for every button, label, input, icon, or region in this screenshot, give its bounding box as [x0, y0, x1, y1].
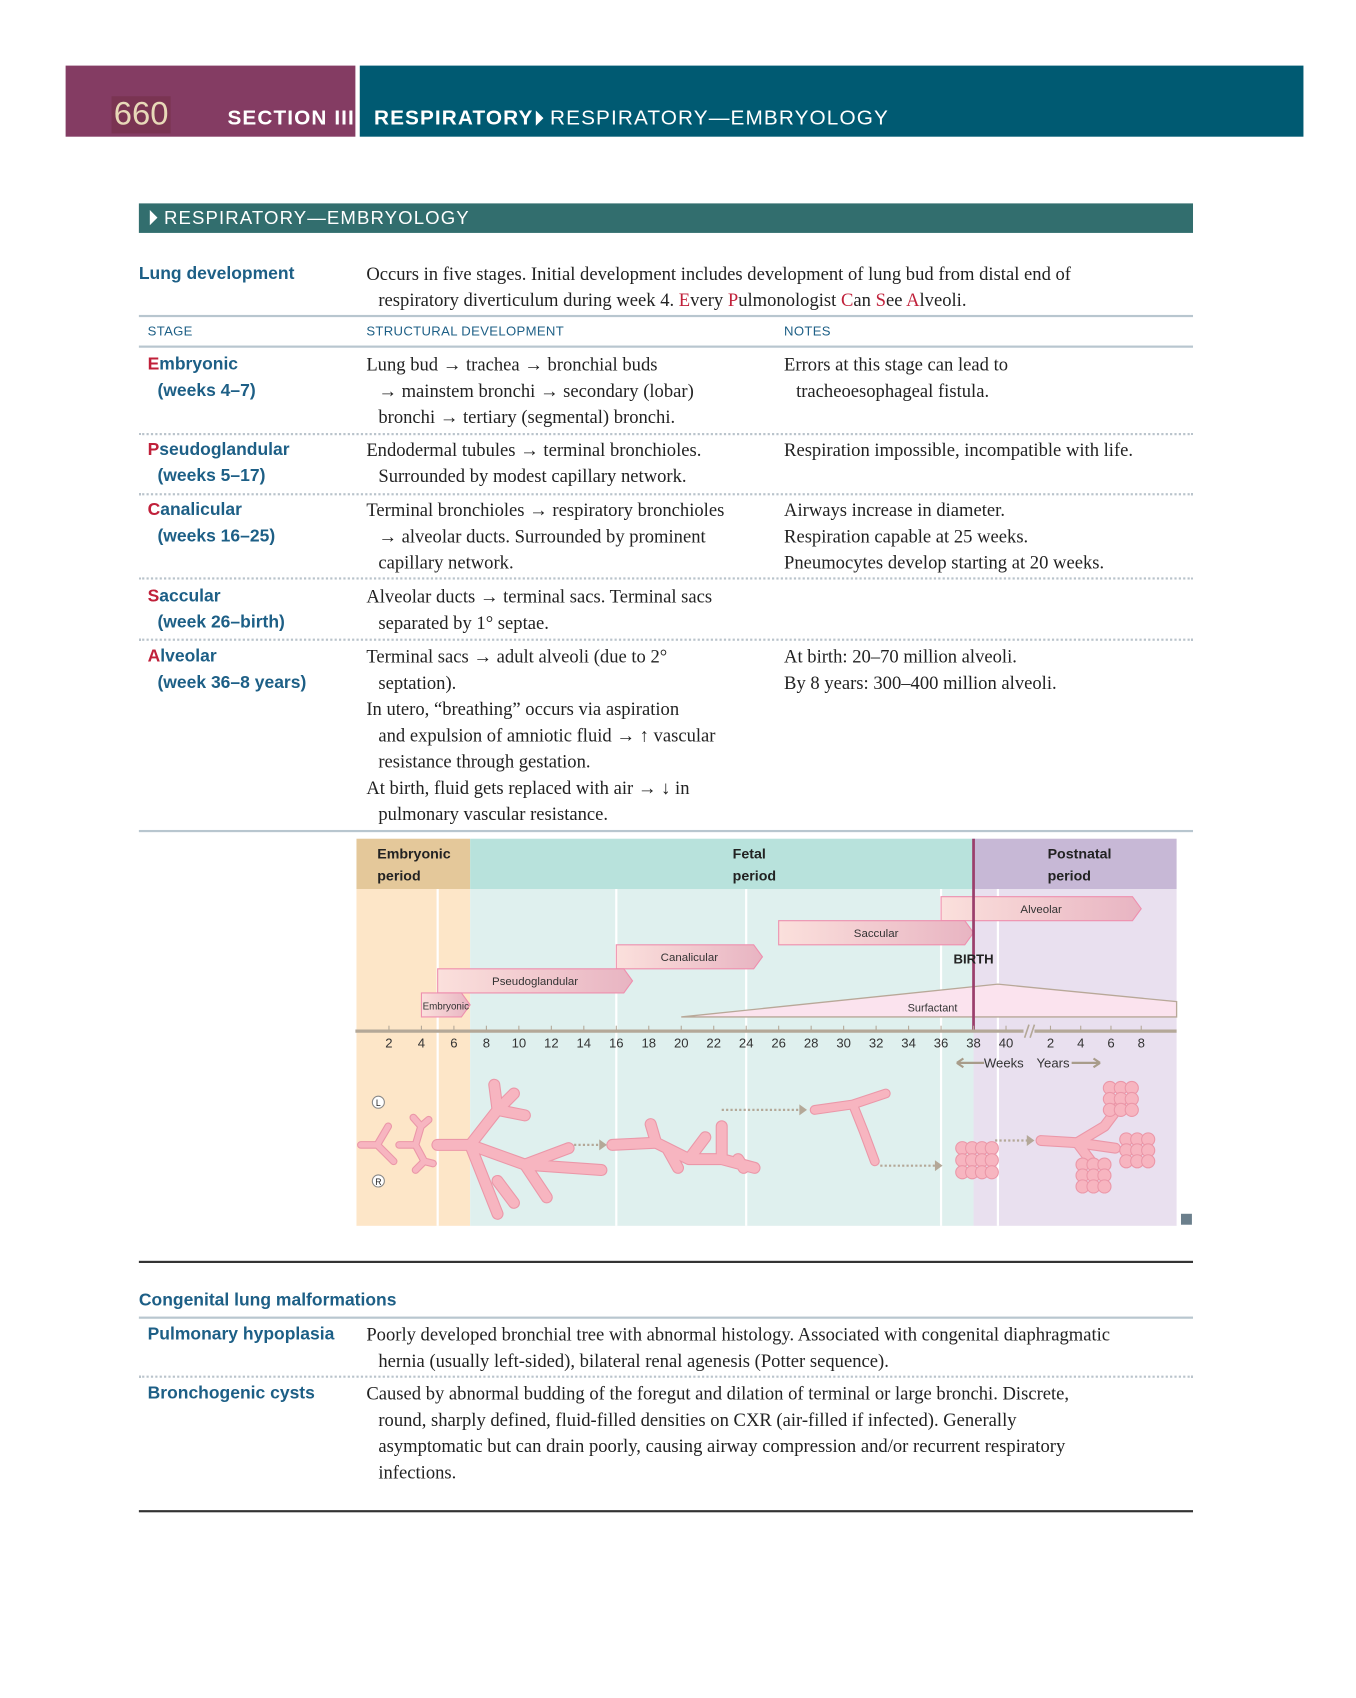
text-line: resistance through gestation. [378, 751, 591, 773]
stage-bar-label: Canalicular [660, 952, 719, 965]
text-line: At birth, fluid gets replaced with air → ↓ in [366, 777, 690, 799]
mnemonic-initial: P [727, 289, 739, 311]
stage-name-rest: seudoglandular [159, 440, 290, 460]
text-line: Errors at this stage can lead to [784, 354, 1009, 376]
period-label: Fetal [732, 846, 766, 863]
alveoli-cluster [1125, 1103, 1138, 1116]
period-background [356, 889, 470, 1226]
side-label: L [375, 1098, 381, 1109]
alveoli-cluster [985, 1142, 998, 1155]
mnemonic-initial: E [678, 289, 691, 311]
stage-bar-label: Saccular [853, 928, 899, 941]
week-tick-label: 26 [771, 1035, 786, 1051]
stage-initial: A [147, 647, 161, 666]
text-line: septation). [378, 672, 457, 694]
week-tick-label: 2 [385, 1035, 393, 1051]
weeks-label: Weeks [983, 1055, 1024, 1071]
text-line: asymptomatic but can drain poorly, causing airway compression and/or recurrent respiratory [378, 1435, 1066, 1457]
mnemonic-rest: very [690, 289, 724, 311]
stage-weeks: (week 36–8 years) [157, 673, 307, 693]
expand-icon[interactable] [1181, 1214, 1192, 1225]
chapter-label: RESPIRATORY [373, 107, 534, 131]
stage-weeks: (weeks 4–7) [157, 381, 256, 401]
text-line: Pneumocytes develop starting at 20 weeks. [784, 552, 1105, 573]
text-line: → alveolar ducts. Surrounded by prominent [378, 525, 706, 547]
malformation-name: Bronchogenic cysts [147, 1384, 315, 1403]
surfactant-label: Surfactant [907, 1002, 958, 1015]
text-line: → mainstem bronchi → secondary (lobar) [378, 380, 694, 402]
alveoli-cluster [1142, 1155, 1155, 1168]
text-line: capillary network. [378, 552, 514, 573]
week-tick-label: 34 [901, 1035, 916, 1051]
week-tick-label: 28 [803, 1035, 819, 1051]
mnemonic-initial: A [906, 289, 920, 311]
years-label: Years [1036, 1055, 1070, 1071]
mnemonic-rest: ee [885, 289, 903, 311]
malformations-heading: Congenital lung malformations [138, 1291, 397, 1311]
intro-text: respiratory diverticulum during week 4. [378, 289, 675, 311]
text-line: round, sharply defined, fluid-filled densities on CXR (air-filled if infected). Generally [378, 1409, 1017, 1431]
alveoli-cluster [1098, 1180, 1111, 1193]
week-tick-label: 16 [608, 1035, 624, 1051]
text-line: By 8 years: 300–400 million alveoli. [784, 672, 1057, 694]
alveoli-cluster [985, 1154, 998, 1167]
divider [139, 1261, 1193, 1263]
stage-bar-label: Pseudoglandular [492, 976, 579, 989]
stage-name-rest: analicular [160, 500, 242, 520]
period-label: period [1047, 868, 1091, 885]
week-tick-label: 24 [738, 1035, 754, 1051]
section-title: RESPIRATORY—EMBRYOLOGY [164, 207, 470, 229]
week-tick-label: 20 [673, 1035, 689, 1051]
mnemonic-initial: C [840, 289, 854, 311]
text-line: Poorly developed bronchial tree with abnormal histology. Associated with congenital diaphragmatic [366, 1324, 1111, 1346]
column-header-structural: STRUCTURAL DEVELOPMENT [366, 323, 565, 339]
year-tick-label: 4 [1077, 1035, 1085, 1051]
period-label: Postnatal [1047, 846, 1112, 863]
intro-line: Occurs in five stages. Initial development includes development of lung bud from distal end of [366, 263, 1072, 285]
birth-label: BIRTH [953, 951, 994, 967]
period-header [470, 839, 973, 889]
alveoli-cluster [985, 1166, 998, 1179]
week-tick-label: 10 [511, 1035, 527, 1051]
stage-weeks: (weeks 16–25) [157, 527, 276, 546]
divider [139, 1317, 1193, 1319]
week-tick-label: 6 [450, 1035, 458, 1051]
text-line: Terminal bronchioles → respiratory bronchioles [366, 499, 725, 521]
stage-initial: P [147, 440, 160, 460]
malformation-description [366, 1322, 1197, 1374]
text-line: Alveolar ducts → terminal sacs. Terminal sacs [366, 586, 713, 607]
year-tick-label: 6 [1107, 1035, 1115, 1051]
mnemonic-rest: ulmonologist [738, 289, 837, 311]
malformation-description [366, 1381, 1197, 1486]
text-line: Surrounded by modest capillary network. [378, 465, 687, 487]
week-tick-label: 18 [641, 1035, 657, 1051]
stage-bar-label: Alveolar [1020, 904, 1062, 917]
text-line: hernia (usually left-sided), bilateral renal agenesis (Potter sequence). [378, 1350, 889, 1372]
stage-initial: S [147, 587, 160, 606]
page-number: 660 [112, 96, 171, 133]
divider [139, 1510, 1193, 1512]
column-header-stage: STAGE [147, 323, 193, 339]
mnemonic-rest: lveoli. [919, 289, 967, 311]
week-tick-label: 8 [482, 1035, 491, 1051]
stage-initial: C [147, 500, 161, 520]
week-tick-label: 4 [417, 1035, 426, 1051]
stage-name-rest: lveolar [160, 647, 217, 666]
period-label: period [377, 868, 421, 885]
year-tick-label: 2 [1046, 1035, 1055, 1051]
column-header-notes: NOTES [784, 323, 831, 339]
text-line: bronchi → tertiary (segmental) bronchi. [378, 406, 676, 428]
stage-weeks: (weeks 5–17) [157, 466, 266, 486]
text-line: Terminal sacs → adult alveoli (due to 2° [366, 646, 668, 668]
side-label: R [375, 1176, 382, 1187]
stage-initial: E [147, 355, 160, 374]
period-label: Embryonic [377, 846, 451, 863]
section-label: SECTION III [227, 107, 355, 131]
text-line: Lung bud → trachea → bronchial buds [366, 354, 658, 376]
year-tick-label: 8 [1137, 1035, 1145, 1051]
week-tick-label: 30 [836, 1035, 851, 1051]
mnemonic-initial: S [875, 289, 886, 311]
week-tick-label: 32 [868, 1035, 884, 1051]
text-line: In utero, “breathing” occurs via aspiration [366, 698, 680, 720]
week-tick-label: 14 [576, 1035, 592, 1051]
period-label: period [732, 868, 777, 885]
text-line: Respiration capable at 25 weeks. [784, 525, 1029, 547]
text-line: separated by 1° septae. [378, 612, 549, 634]
text-line: Airways increase in diameter. [784, 499, 1005, 521]
text-line: pulmonary vascular resistance. [378, 803, 609, 825]
stage-weeks: (week 26–birth) [157, 613, 285, 633]
stage-bar-label: Embryonic [422, 1001, 470, 1013]
week-tick-label: 22 [706, 1035, 722, 1051]
text-line: tracheoesophageal fistula. [796, 380, 990, 402]
week-tick-label: 40 [998, 1035, 1014, 1051]
malformation-name: Pulmonary hypoplasia [147, 1325, 335, 1344]
text-line: Endodermal tubules → terminal bronchioles. [366, 439, 702, 461]
stage-name-rest: mbryonic [159, 355, 239, 374]
text-line: At birth: 20–70 million alveoli. [784, 646, 1017, 668]
lung-development-heading: Lung development [138, 264, 295, 284]
text-line: infections. [378, 1462, 457, 1483]
breadcrumb-text: RESPIRATORY—EMBRYOLOGY [550, 107, 889, 131]
mnemonic-rest: an [853, 289, 871, 311]
text-line: Respiration impossible, incompatible with life. [784, 439, 1134, 461]
row-divider [139, 1376, 1193, 1378]
week-tick-label: 36 [933, 1035, 949, 1051]
week-tick-label: 38 [966, 1035, 981, 1051]
text-line: Caused by abnormal budding of the foregut and dilation of terminal or large bronchi. Discrete, [366, 1383, 1070, 1405]
text-line: and expulsion of amniotic fluid → ↑ vascular [378, 724, 716, 746]
stage-name-rest: accular [159, 587, 221, 606]
week-tick-label: 12 [544, 1035, 559, 1051]
